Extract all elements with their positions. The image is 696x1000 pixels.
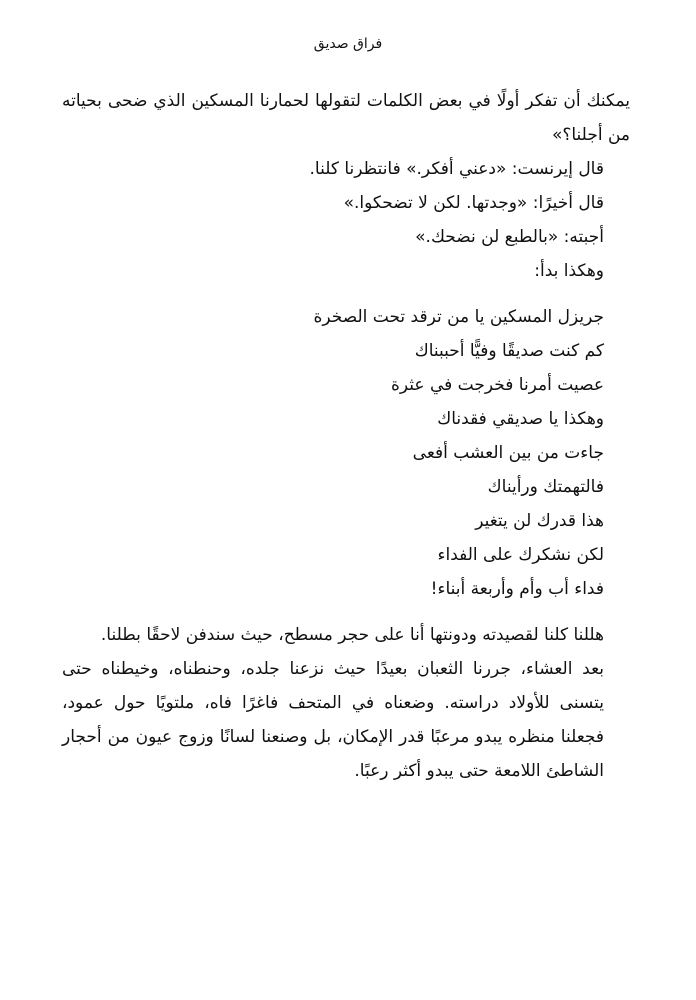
poem-line: كم كنت صديقًا وفيًّا أحببناك: [414, 341, 604, 361]
poem-line: فالتهمتك ورأيناك: [487, 477, 604, 497]
spacer: [62, 606, 630, 618]
closing-line: هللنا كلنا لقصيدته ودونتها أنا على حجر مسطح، حيث سندفن لاحقًا بطلنا.: [100, 625, 604, 645]
dialogue-line: أجبته: «بالطبع لن نضحك.»: [415, 227, 604, 247]
poem-line: جاءت من بين العشب أفعى: [412, 443, 604, 463]
document-body: [62, 84, 630, 788]
poem-line: فداء أب وأم وأربعة أبناء!: [430, 579, 604, 599]
intro-paragraph: يمكنك أن تفكر أولًا في بعض الكلمات لتقولها لحمارنا المسكين الذي ضحى بحياته من أجلنا؟»: [62, 91, 630, 145]
dialogue-line: قال إيرنست: «دعني أفكر.» فانتظرنا كلنا.: [309, 159, 604, 179]
dialogue-line: وهكذا بدأ:: [534, 261, 604, 281]
dialogue-line: قال أخيرًا: «وجدتها. لكن لا تضحكوا.»: [343, 193, 604, 213]
spacer: [62, 288, 630, 300]
poem-line: وهكذا يا صديقي فقدناك: [437, 409, 604, 429]
closing-paragraph: بعد العشاء، جررنا الثعبان بعيدًا حيث نزعنا جلده، وحنطناه، وخيطناه حتى يتسنى للأولاد دراسته. وضعناه في المتحف فاغرًا فاه، ملتويًا حول عمود، فجعلنا منظره يبدو مرعبًا قدر الإمكان، بل وصنعنا لسانًا وزوج عيون من أحجار الشاطئ اللامعة حتى يبدو أكثر رعبًا.: [62, 659, 604, 781]
poem-line: لكن نشكرك على الفداء: [437, 545, 604, 565]
poem-block: [62, 300, 630, 606]
poem-line: جريزل المسكين يا من ترقد تحت الصخرة: [313, 307, 604, 327]
page-header-title: فراق صديق: [313, 36, 383, 52]
poem-line: عصيت أمرنا فخرجت في عثرة: [391, 375, 604, 395]
poem-line: هذا قدرك لن يتغير: [475, 511, 604, 531]
